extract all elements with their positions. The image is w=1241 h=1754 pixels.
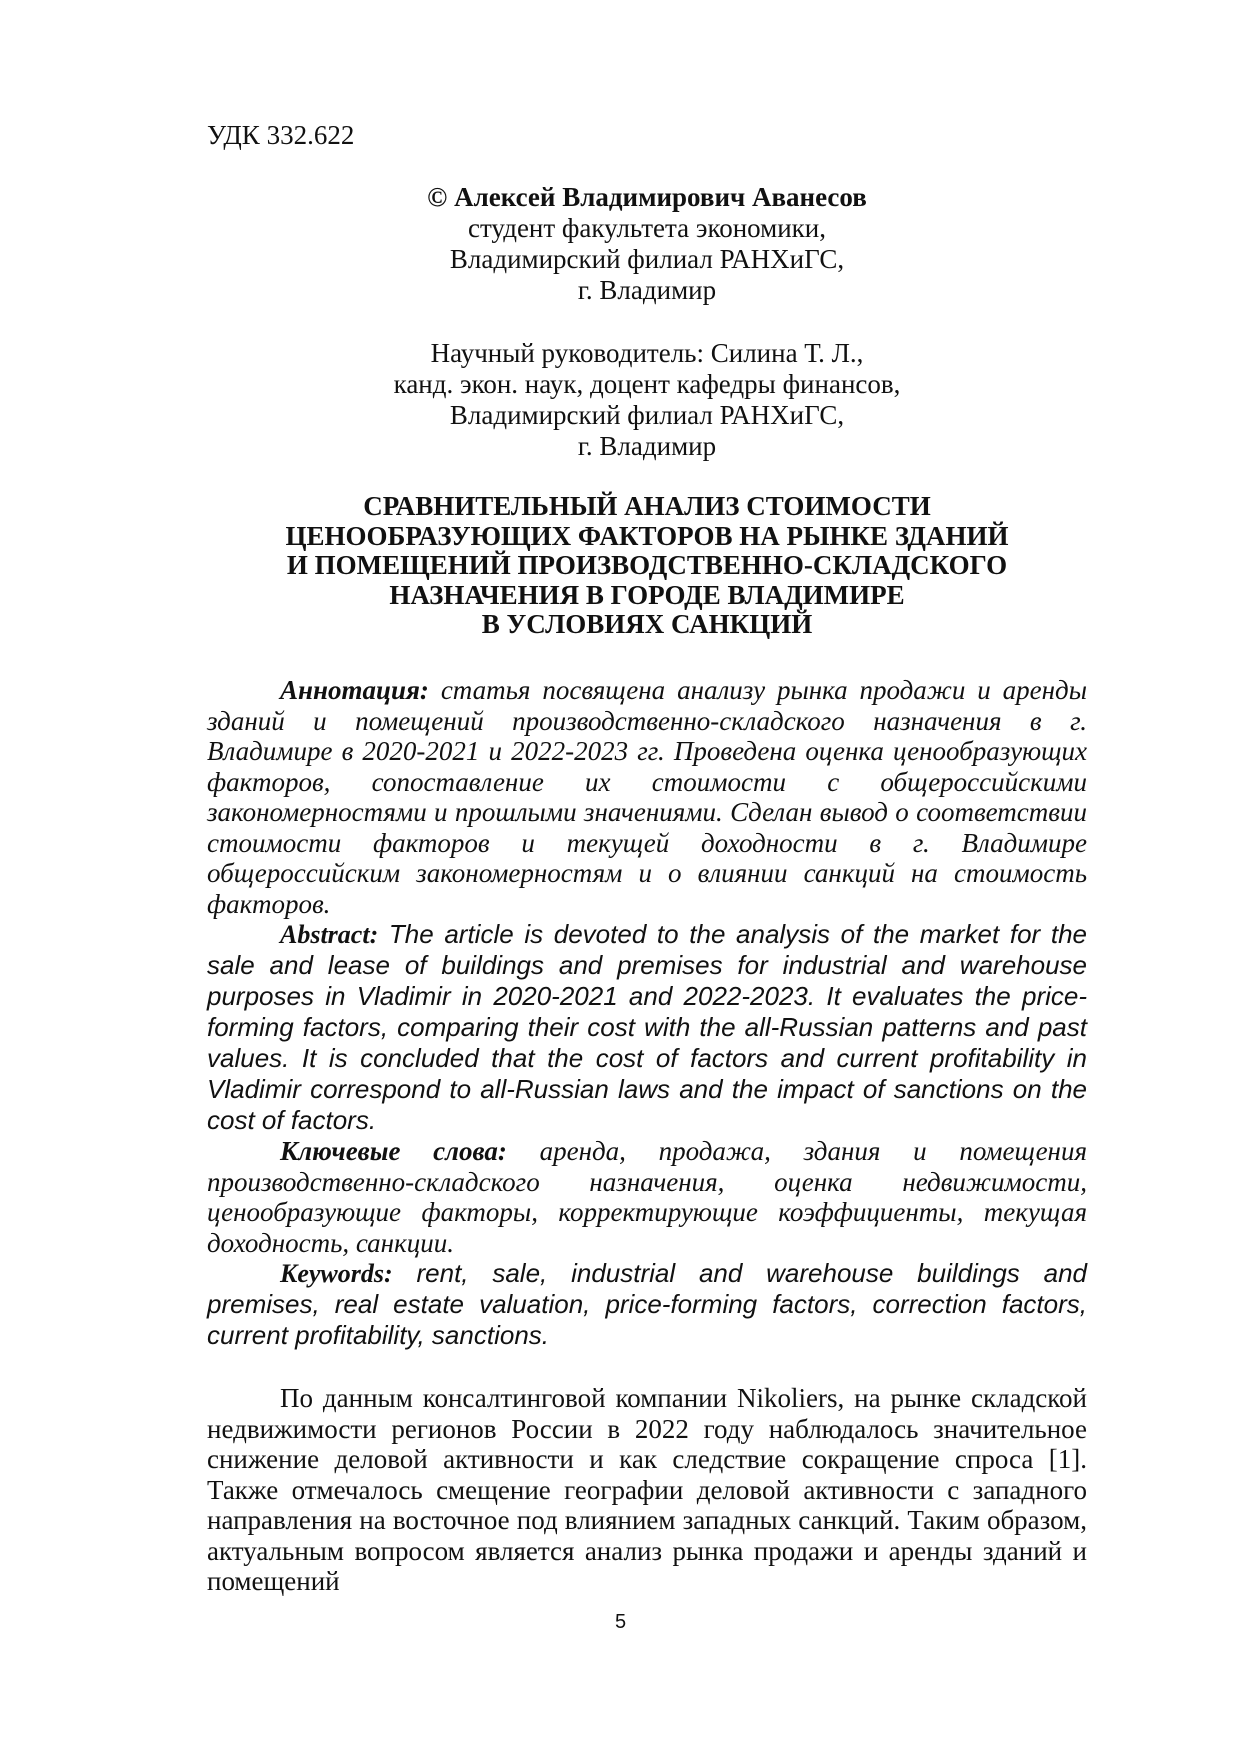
author-block [207, 182, 1087, 306]
body-paragraph: По данным консалтинговой компании Nikoliers, на рынке складской недвижимости регионов России в 2022 году наблюдалось значительное снижение деловой активности и как следствие сокращение спроса [1]. Также отмечалось смещение географии деловой активности с западного направления на восточное под влиянием западных санкций. Таким образом, актуальным вопросом является анализ рынка продажи и аренды зданий и помещений [207, 1383, 1087, 1596]
supervisor-block [207, 338, 1087, 462]
body-section [207, 1383, 1087, 1597]
keywords-ru-label: Ключевые слова: [280, 1136, 507, 1166]
keywords-en-label: Keywords: [280, 1259, 393, 1288]
keywords-en-text: rent, sale, industrial and warehouse buildings and premises, real estate valuation, price-forming factors, correction factors, current profitability, sanctions. [207, 1258, 1087, 1350]
supervisor-affiliation: Владимирский филиал РАНХиГС, [449, 400, 845, 430]
abstract-label: Abstract: [280, 920, 379, 949]
keywords-ru-text: аренда, продажа, здания и помещения производственно-складского назначения, оценка недвижимости, ценообразующие факторы, корректирующие коэффициенты, текущая доходность, санкции. [207, 1136, 1088, 1258]
author-name: © Алексей Владимирович Аванесов [427, 182, 867, 212]
article-title [207, 492, 1087, 640]
title-line: ЦЕНООБРАЗУЮЩИХ ФАКТОРОВ НА РЫНКЕ ЗДАНИЙ [285, 520, 1009, 551]
title-line: СРАВНИТЕЛЬНЫЙ АНАЛИЗ СТОИМОСТИ [363, 491, 931, 521]
author-position: студент факультета экономики, [467, 213, 826, 243]
title-line: НАЗНАЧЕНИЯ В ГОРОДЕ ВЛАДИМИРЕ [389, 579, 905, 610]
annotation-text: статья посвящена анализу рынка продажи и аренды зданий и помещений производственно-складского назначения в г. Владимире в 2020-2021 и 2022-2023 гг. Проведена оценка ценообразующих факторов, сопоставление их стоимости с общероссийскими закономерностями и прошлыми значениями. Сделан вывод о соответствии стоимости факторов и текущей доходности в г. Владимире общероссийским закономерностям и о влиянии санкций на стоимость факторов. [207, 675, 1088, 919]
annotation-label: Аннотация: [280, 675, 429, 705]
page-number: 5 [614, 1611, 627, 1633]
supervisor-degree: канд. экон. наук, доцент кафедры финансов, [393, 369, 901, 399]
supervisor-city: г. Владимир [577, 431, 717, 461]
abstract-paragraph [207, 919, 1087, 1136]
abstracts-section [207, 675, 1087, 1351]
title-line: И ПОМЕЩЕНИЙ ПРОИЗВОДСТВЕННО-СКЛАДСКОГО [286, 550, 1008, 580]
annotation-paragraph [207, 675, 1087, 919]
keywords-en-paragraph [207, 1258, 1087, 1351]
supervisor-name: Научный руководитель: Силина Т. Л., [430, 338, 864, 368]
title-line: В УСЛОВИЯХ САНКЦИЙ [481, 609, 813, 639]
author-city: г. Владимир [577, 275, 717, 305]
keywords-ru-paragraph [207, 1136, 1087, 1258]
author-affiliation: Владимирский филиал РАНХиГС, [449, 244, 845, 274]
abstract-text: The article is devoted to the analysis of the market for the sale and lease of buildings and premises for industrial and warehouse purposes in Vladimir in 2020-2021 and 2022-2023. It evaluates the price-forming factors, comparing their cost with the all-Russian patterns and past values. It is concluded that the cost of factors and current profitability in Vladimir correspond to all-Russian laws and the impact of sanctions on the cost of factors. [207, 919, 1087, 1135]
udc-code: УДК 332.622 [207, 120, 355, 150]
